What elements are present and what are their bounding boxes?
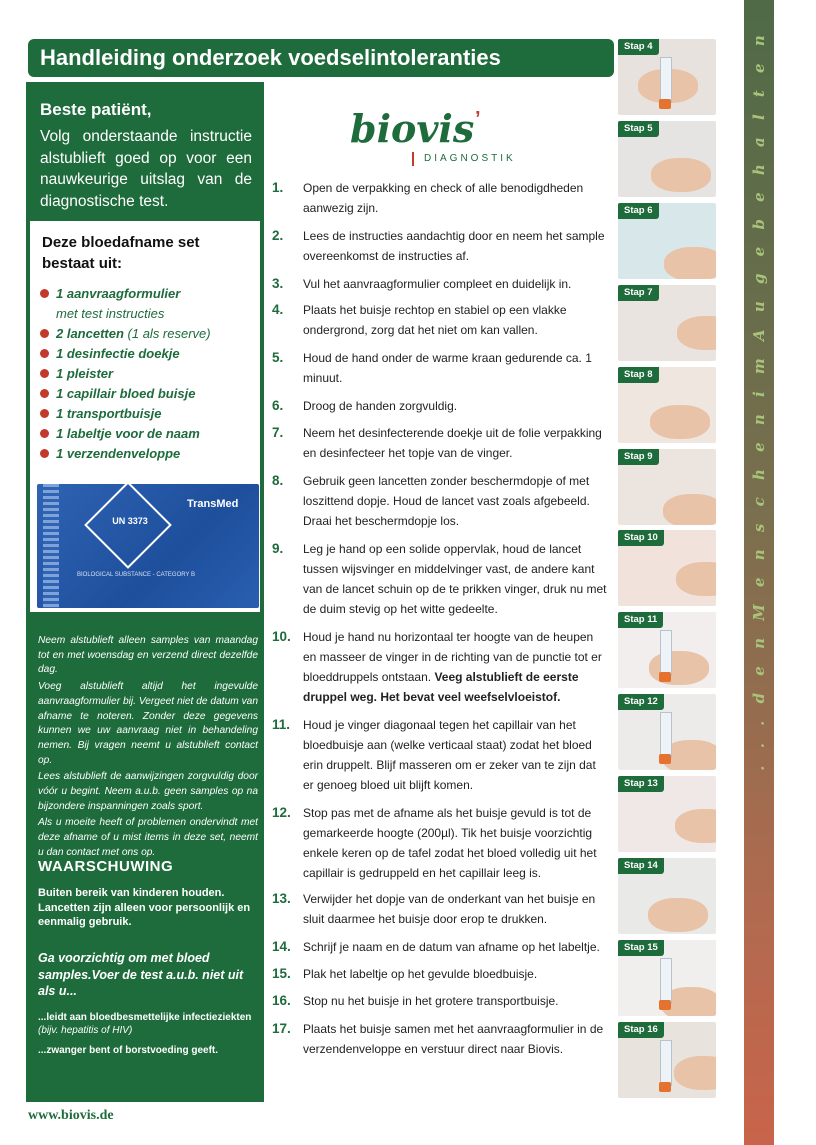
step-text-body: Lees de instructies aandachtig door en neem het sample overeenkomst de instructies af. <box>303 229 605 263</box>
photo-label: Stap 5 <box>618 121 659 137</box>
hand-shape <box>663 494 716 525</box>
tube-shape <box>660 958 672 1004</box>
kit-item-label: 1 capillair bloed buisje <box>56 386 196 401</box>
biovis-logo <box>350 108 540 168</box>
kit-item-label: 1 labeltje voor de naam <box>56 426 200 441</box>
kit-item-sub: (1 als reserve) <box>123 326 211 341</box>
kit-item-sub: met test instructies <box>56 306 165 321</box>
kit-item-label: 1 transportbuisje <box>56 406 162 421</box>
step-text <box>303 423 607 463</box>
step-2 <box>272 226 607 266</box>
step-photo <box>618 285 716 361</box>
step-16 <box>272 991 607 1011</box>
logo-accent-icon: ’ <box>475 108 481 130</box>
step-number: 12. <box>272 805 291 820</box>
step-text-body: Vul het aanvraagformulier compleet en duidelijk in. <box>303 277 572 291</box>
warning-title: WAARSCHUWING <box>38 858 174 875</box>
step-4 <box>272 300 607 340</box>
kit-item <box>40 324 260 344</box>
step-text <box>303 715 607 795</box>
website-link[interactable]: www.biovis.de <box>28 1108 114 1123</box>
kit-item <box>40 344 260 364</box>
step-number: 17. <box>272 1021 291 1036</box>
bullet-icon <box>40 329 49 338</box>
step-number: 10. <box>272 629 291 644</box>
tube-shape <box>660 57 672 103</box>
photo-label: Stap 10 <box>618 530 664 546</box>
pregnancy-warning: ...zwanger bent of borstvoeding geeft. <box>38 1045 219 1056</box>
step-text <box>303 889 607 929</box>
step-text <box>303 226 607 266</box>
step-text-body: Plaats het buisje rechtop en stabiel op een vlakke ondergrond, zorg dat het niet om kan vallen. <box>303 303 567 337</box>
step-text-body: Stop pas met de afname als het buisje gevuld is tot de gemarkeerde hoogte (200µl). Tik het buisje voorzichtig enkele keren op de tafel zodat het bloed volledig uit het capillair is gedruppeld en het capillair leeg is. <box>303 806 597 880</box>
step-text <box>303 300 607 340</box>
bullet-icon <box>40 349 49 358</box>
photo-label: Stap 6 <box>618 203 659 219</box>
step-photo <box>618 858 716 934</box>
hand-shape <box>664 247 716 279</box>
step-text-body: Leg je hand op een solide oppervlak, houd de lancet tussen wijsvinger en middelvinger vast, de andere kant van de lancet schuin op de te prikken vinger, druk nu met de duim stevig op het witte gedeelte. <box>303 542 607 616</box>
bullet-icon <box>40 289 49 298</box>
step-text <box>303 937 607 957</box>
kit-item-label: 1 aanvraagformulier <box>56 286 181 301</box>
step-text <box>303 964 607 984</box>
step-number: 15. <box>272 966 291 981</box>
greeting: Beste patiënt, <box>40 100 152 119</box>
kit-item <box>40 284 260 304</box>
hand-shape <box>674 1056 716 1090</box>
photo-label: Stap 7 <box>618 285 659 301</box>
photo-label: Stap 8 <box>618 367 659 383</box>
step-9 <box>272 539 607 619</box>
step-text <box>303 274 607 294</box>
bullet-icon <box>40 389 49 398</box>
step-photo <box>618 530 716 606</box>
caution-text: Ga voorzichtig om met bloed samples.Voer de test a.u.b. niet uit als u... <box>38 951 244 998</box>
step-text <box>303 396 607 416</box>
step-8 <box>272 471 607 531</box>
photo-label: Stap 9 <box>618 449 659 465</box>
intro-text: Volg onderstaande instructie alstublieft goed op voor een nauwkeurige uitslag van de diagnostische test. <box>40 128 252 210</box>
bullet-icon <box>40 429 49 438</box>
photo-label: Stap 4 <box>618 39 659 55</box>
kit-item-note <box>40 304 260 324</box>
step-photo <box>618 449 716 525</box>
photo-label: Stap 15 <box>618 940 664 956</box>
hand-shape <box>677 316 716 350</box>
photo-label: Stap 11 <box>618 612 663 628</box>
tube-cap-shape <box>659 672 671 682</box>
tube-cap-shape <box>659 99 671 109</box>
hand-shape <box>676 562 716 596</box>
step-10 <box>272 627 607 707</box>
logo-name: biovis <box>350 106 475 151</box>
tube-shape <box>660 712 672 758</box>
step-11 <box>272 715 607 795</box>
kit-list <box>40 284 260 464</box>
envelope-un-code: UN 3373 <box>112 516 148 526</box>
step-number: 1. <box>272 180 284 195</box>
side-slogan-wrap <box>744 0 774 1145</box>
step-number: 7. <box>272 425 284 440</box>
disease-example: (bijv. hepatitis of HIV) <box>38 1025 133 1036</box>
step-photo <box>618 1022 716 1098</box>
kit-item-label: 1 verzendenveloppe <box>56 446 181 461</box>
kit-item-label: 1 desinfectie doekje <box>56 346 180 361</box>
step-number: 5. <box>272 350 284 365</box>
step-5 <box>272 348 607 388</box>
step-number: 6. <box>272 398 284 413</box>
step-photo <box>618 694 716 770</box>
step-photo <box>618 612 716 688</box>
step-text <box>303 991 607 1011</box>
photo-label: Stap 12 <box>618 694 664 710</box>
step-number: 3. <box>272 276 284 291</box>
step-17 <box>272 1019 607 1059</box>
step-text <box>303 178 607 218</box>
step-number: 8. <box>272 473 284 488</box>
photo-label: Stap 14 <box>618 858 664 874</box>
step-text <box>303 348 607 388</box>
tube-shape <box>660 630 672 676</box>
step-text-body: Open de verpakking en check of alle benodigdheden aanwezig zijn. <box>303 181 584 215</box>
envelope-label: BIOLOGICAL SUBSTANCE - CATEGORY B <box>77 572 196 578</box>
kit-item-label: 2 lancetten <box>56 326 124 341</box>
step-number: 9. <box>272 541 284 556</box>
step-photo <box>618 776 716 852</box>
hand-shape <box>650 405 710 439</box>
step-text-body: Plak het labeltje op het gevulde bloedbuisje. <box>303 967 538 981</box>
step-6 <box>272 396 607 416</box>
step-number: 2. <box>272 228 284 243</box>
step-text-body: Schrijf je naam en de datum van afname op het labeltje. <box>303 940 600 954</box>
notes-section <box>38 634 258 863</box>
disease-warning <box>38 1011 260 1037</box>
hand-shape <box>675 809 716 843</box>
envelope-image <box>37 484 259 608</box>
step-7 <box>272 423 607 463</box>
step-text-body: Houd de hand onder de warme kraan gedurende ca. 1 minuut. <box>303 351 592 385</box>
hazard-diamond-icon <box>84 484 172 569</box>
photo-label: Stap 16 <box>618 1022 664 1038</box>
kit-item <box>40 404 260 424</box>
hand-shape <box>648 898 708 932</box>
tube-shape <box>660 1040 672 1086</box>
tube-cap-shape <box>659 754 671 764</box>
note: Lees alstublieft de aanwijzingen zorgvuldig door vóór u begint. Neem a.u.b. geen samples op na bijzondere inspanningen zoals sport. <box>38 771 258 812</box>
note: Als u moeite heeft of problemen ondervindt met deze afname of u mist items in deze set, neemt u dan contact met ons op. <box>38 817 258 858</box>
step-12 <box>272 803 607 883</box>
step-text-body: Droog de handen zorgvuldig. <box>303 399 458 413</box>
step-text-body: Houd je vinger diagonaal tegen het capillair van het bloedbuisje aan (welke verticaal staat) zodat het bloed erin druppelt. Blijf masseren om er zeker van te zijn dat er genoeg bloed uit blijft komen. <box>303 718 596 792</box>
step-text-body: Gebruik geen lancetten zonder beschermdopje of met loszittend dopje. Houd de lancet vast zoals afgebeeld. Draai het beschermdopje los. <box>303 474 590 528</box>
logo-subtitle: DIAGNOSTIK <box>424 153 516 164</box>
step-text-body: Neem het desinfecterende doekje uit de folie verpakking en desinfecteer het topje van de vinger. <box>303 426 602 460</box>
step-number: 4. <box>272 302 284 317</box>
envelope-brand: TransMed <box>187 498 239 510</box>
tube-cap-shape <box>659 1000 671 1010</box>
step-text <box>303 1019 607 1059</box>
step-text <box>303 539 607 619</box>
step-number: 13. <box>272 891 291 906</box>
bullet-icon <box>40 449 49 458</box>
step-number: 11. <box>272 717 291 732</box>
tube-cap-shape <box>659 1082 671 1092</box>
hand-shape <box>649 651 709 685</box>
disease-text: ...leidt aan bloedbesmettelijke infectieziekten <box>38 1012 252 1023</box>
step-text-emphasis: Veeg alstublieft de eerste druppel weg. Het bevat veel weefselvloeistof. <box>303 670 579 704</box>
step-text-body: Houd je hand nu horizontaal ter hoogte van de heupen en masseer de vinger in de richting van de punctie tot er bloeddruppels ontstaan. <box>303 630 602 684</box>
kit-item <box>40 384 260 404</box>
step-photo <box>618 39 716 115</box>
page-title: Handleiding onderzoek voedselintoleranties <box>28 39 614 77</box>
kit-item <box>40 444 260 464</box>
envelope-zip <box>43 484 59 608</box>
note: Neem alstublieft alleen samples van maandag tot en met woensdag en verzend direct dezelfde dag. <box>38 635 258 676</box>
step-photo <box>618 940 716 1016</box>
kit-title: Deze bloedafname set bestaat uit: <box>42 234 200 272</box>
step-14 <box>272 937 607 957</box>
hand-shape <box>651 158 711 192</box>
note: Voeg alstublieft altijd het ingevulde aanvraagformulier bij. Vergeet niet de datum van afname te noteren. Zonder deze gegevens kunnen we uw aanvraag niet in behandeling nemen. Bij vragen neemt u alstublieft contact op. <box>38 681 258 766</box>
step-text-body: Stop nu het buisje in het grotere transportbuisje. <box>303 994 559 1008</box>
photo-label: Stap 13 <box>618 776 664 792</box>
warning-text: Buiten bereik van kinderen houden. Lancetten zijn alleen voor persoonlijk en eenmalig gebruik. <box>38 887 251 928</box>
kit-item <box>40 364 260 384</box>
step-1 <box>272 178 607 218</box>
bullet-icon <box>40 369 49 378</box>
step-photo <box>618 203 716 279</box>
step-text <box>303 627 607 707</box>
kit-item <box>40 424 260 444</box>
step-photo <box>618 367 716 443</box>
step-number: 16. <box>272 993 291 1008</box>
step-text-body: Verwijder het dopje van de onderkant van het buisje en sluit daarmee het buisje door erop te drukken. <box>303 892 596 926</box>
bullet-icon <box>40 409 49 418</box>
step-13 <box>272 889 607 929</box>
kit-item-label: 1 pleister <box>56 366 114 381</box>
step-text <box>303 471 607 531</box>
step-15 <box>272 964 607 984</box>
step-number: 14. <box>272 939 291 954</box>
step-photo <box>618 121 716 197</box>
step-3 <box>272 274 607 294</box>
step-text-body: Plaats het buisje samen met het aanvraagformulier in de verzendenveloppe en verstuur direct naar Biovis. <box>303 1022 604 1056</box>
intro-section <box>40 100 252 212</box>
logo-divider <box>412 152 414 166</box>
step-text <box>303 803 607 883</box>
side-slogan: . . . d e n M e n s c h e n i m A u g e b e h a l t e n <box>750 29 768 771</box>
